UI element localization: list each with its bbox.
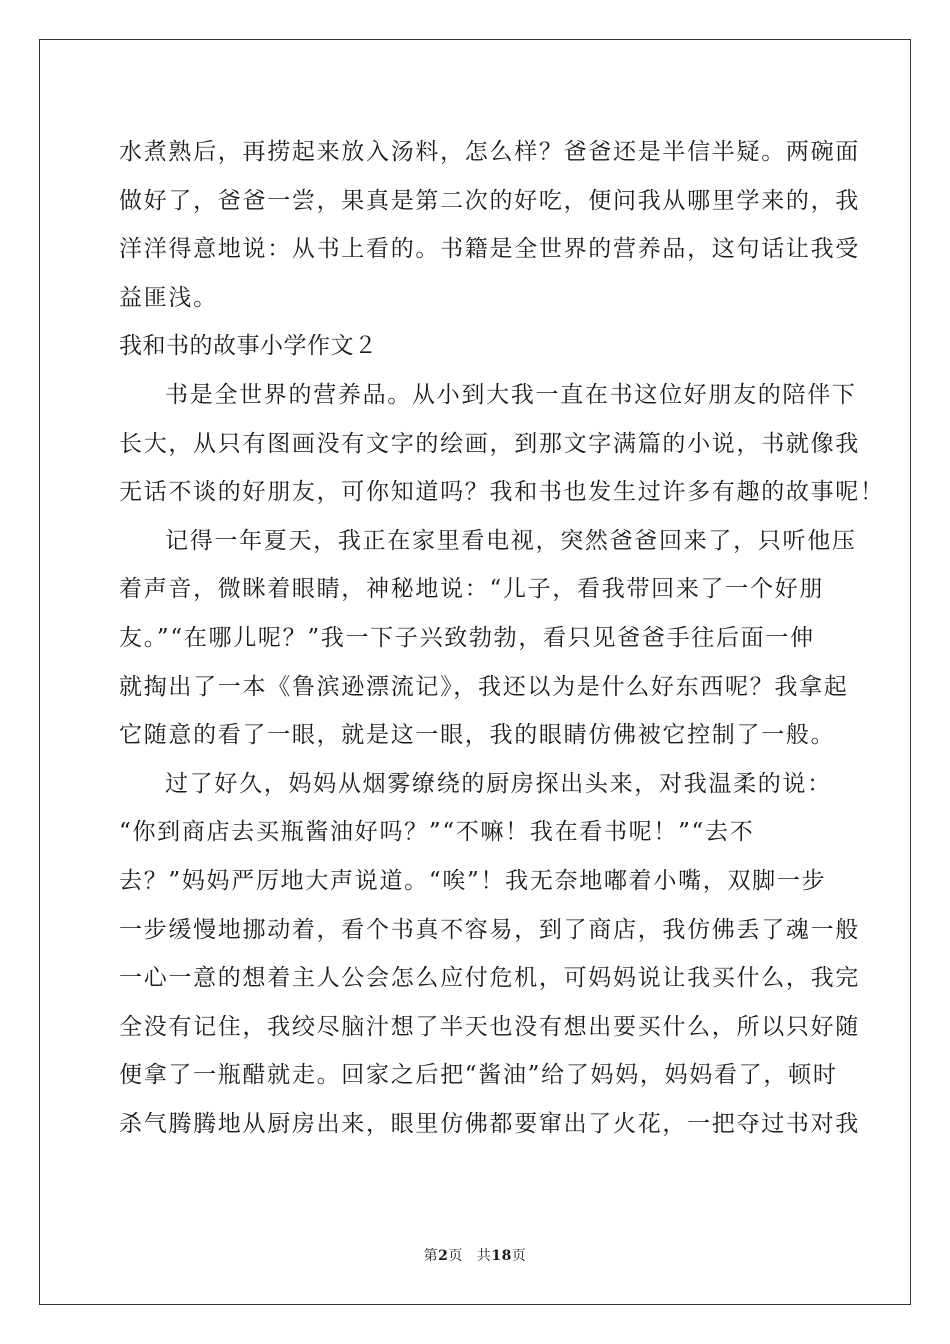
text-line: 过了好久，妈妈从烟雾缭绕的厨房探出头来，对我温柔的说： <box>165 770 832 797</box>
text-line: 就掏出了一本《鲁滨逊漂流记》，我还以为是什么好东西呢？我拿起 <box>119 673 849 700</box>
text-line: 益匪浅。 <box>119 284 218 311</box>
text-line: 水煮熟后，再捞起来放入汤料，怎么样？爸爸还是半信半疑。两碗面 <box>119 139 860 165</box>
text-line: 一步缓慢地挪动着，看个书真不容易，到了商店，我仿佛丢了魂一般 <box>119 916 860 943</box>
total-suffix: 页 <box>511 1248 527 1264</box>
text-line: 友。”“在哪儿呢？”我一下子兴致勃勃，看只见爸爸手往后面一伸 <box>119 624 815 651</box>
text-line: 它随意的看了一眼，就是这一眼，我的眼睛仿佛被它控制了一般。 <box>119 722 836 749</box>
page-number: 2 <box>438 1248 449 1264</box>
text-line: 记得一年夏天，我正在家里看电视，突然爸爸回来了，只听他压 <box>165 527 857 554</box>
text-line: 杀气腾腾地从厨房出来，眼里仿佛都要窜出了火花，一把夺过书对我 <box>119 1110 860 1137</box>
text-line: “你到商店去买瓶酱油好吗？”“不嘛！我在看书呢！”“去不 <box>119 819 755 846</box>
page-footer <box>0 1245 950 1265</box>
page-prefix: 第 <box>423 1248 439 1264</box>
text-line: 书是全世界的营养品。从小到大我一直在书这位好朋友的陪伴下 <box>165 381 857 408</box>
total-pages: 18 <box>491 1248 512 1264</box>
text-line: 洋洋得意地说：从书上看的。书籍是全世界的营养品，这句话让我受 <box>119 236 860 263</box>
text-line: 全没有记住，我绞尽脑汁想了半天也没有想出要买什么，所以只好随 <box>119 1013 860 1040</box>
total-prefix: 共 <box>476 1248 492 1264</box>
document-body <box>119 128 885 1148</box>
text-line: 长大，从只有图画没有文字的绘画，到那文字满篇的小说，书就像我 <box>119 430 860 457</box>
text-line: 去？”妈妈严厉地大声说道。“唉”！我无奈地嘟着小嘴，双脚一步 <box>119 867 827 894</box>
text-line: 做好了，爸爸一尝，果真是第二次的好吃，便问我从哪里学来的，我 <box>119 187 860 214</box>
text-line: 着声音，微眯着眼睛，神秘地说：“儿子，看我带回来了一个好朋 <box>119 576 825 603</box>
page-suffix: 页 <box>448 1248 463 1264</box>
section-heading: 我和书的故事小学作文２ <box>119 333 378 360</box>
text-line: 一心一意的想着主人公会怎么应付危机，可妈妈说让我买什么，我完 <box>119 965 860 992</box>
text-line: 便拿了一瓶醋就走。回家之后把“酱油”给了妈妈，妈妈看了，顿时 <box>119 1062 838 1089</box>
text-line: 无话不谈的好朋友，可你知道吗？我和书也发生过许多有趣的故事呢！ <box>119 479 885 506</box>
